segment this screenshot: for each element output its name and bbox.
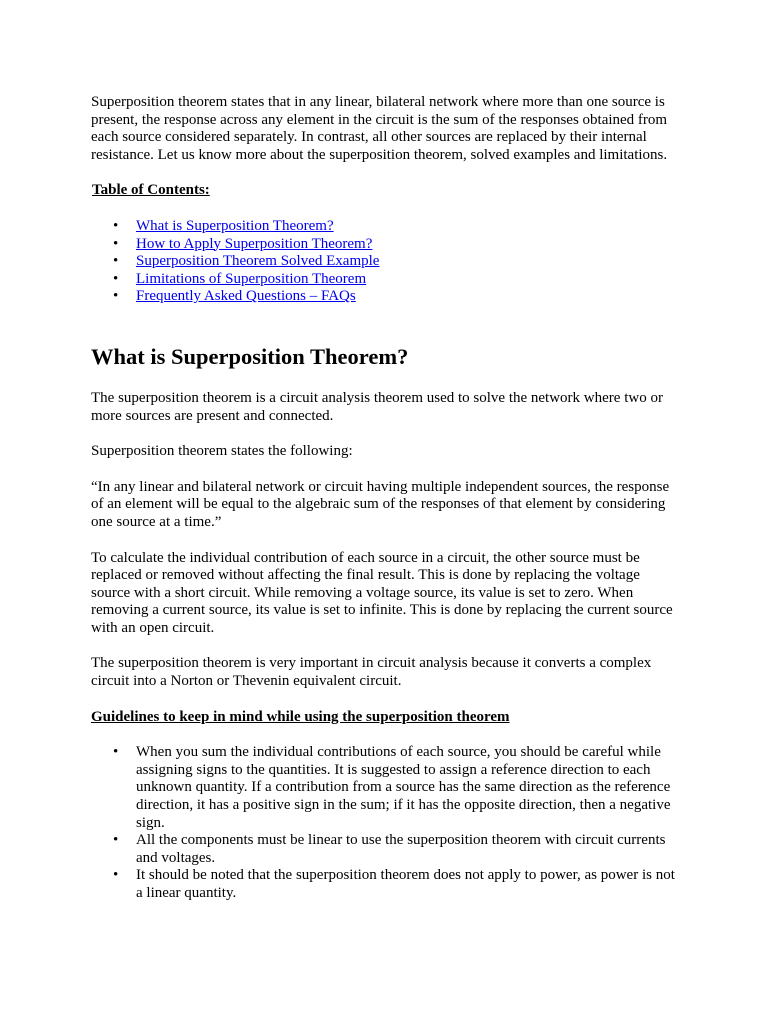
contribution-paragraph: To calculate the individual contribution of each source in a circuit, the other source must be replaced or removed without affecting the final result. This is done by replacing the voltage source with a short circuit. While removing a voltage source, its value is set to zero. When removing a current source, its value is set to infinite. This is done by replacing the current source with an open circuit. xyxy=(91,549,673,636)
theorem-quote: “In any linear and bilateral network or circuit having multiple independent sources, the response of an element will be equal to the algebraic sum of the responses of that element by considering one source at a time.” xyxy=(91,478,670,530)
toc-item xyxy=(136,288,681,306)
definition-paragraph: The superposition theorem is a circuit analysis theorem used to solve the network where two or more sources are present and connected. xyxy=(91,389,663,424)
guideline-item: • When you sum the individual contributions of each source, you should be careful while assigning signs to the quantities. It is suggested to assign a reference direction to each unknown quantity. If a contribution from a source has the same direction as the reference direction, it has a positive sign in the sum; if it has the opposite direction, then a negative sign. xyxy=(136,744,681,832)
intro-paragraph: Superposition theorem states that in any linear, bilateral network where more than one source is present, the response across any element in the circuit is the sum of the responses obtained from each source considered separately. In contrast, all other sources are replaced by their internal resistance. Let us know more about the superposition theorem, solved examples and limitations. xyxy=(91,94,668,163)
toc-item xyxy=(136,271,681,289)
toc-list xyxy=(91,218,681,306)
section-heading: What is Superposition Theorem? xyxy=(91,343,409,369)
toc-link-what-is[interactable]: What is Superposition Theorem? xyxy=(136,217,334,234)
toc-item xyxy=(136,218,681,236)
guidelines-list xyxy=(91,744,681,902)
statement-intro: Superposition theorem states the following: xyxy=(91,443,353,460)
document-page xyxy=(91,94,681,921)
toc-link-solved-example[interactable]: Superposition Theorem Solved Example xyxy=(136,253,380,270)
guidelines-title: Guidelines to keep in mind while using the superposition theorem xyxy=(91,708,510,725)
toc-link-how-to-apply[interactable]: How to Apply Superposition Theorem? xyxy=(136,235,373,252)
guideline-item: • It should be noted that the superposition theorem does not apply to power, as power is not a linear quantity. xyxy=(136,867,681,902)
guideline-item: • All the components must be linear to use the superposition theorem with circuit currents and voltages. xyxy=(136,832,681,867)
toc-link-limitations[interactable]: Limitations of Superposition Theorem xyxy=(136,270,367,287)
toc-item xyxy=(136,236,681,254)
toc-link-faqs[interactable]: Frequently Asked Questions – FAQs xyxy=(136,288,356,305)
importance-paragraph: The superposition theorem is very important in circuit analysis because it converts a complex circuit into a Norton or Thevenin equivalent circuit. xyxy=(91,655,652,690)
toc-item xyxy=(136,253,681,271)
toc-title: Table of Contents: xyxy=(92,182,210,199)
